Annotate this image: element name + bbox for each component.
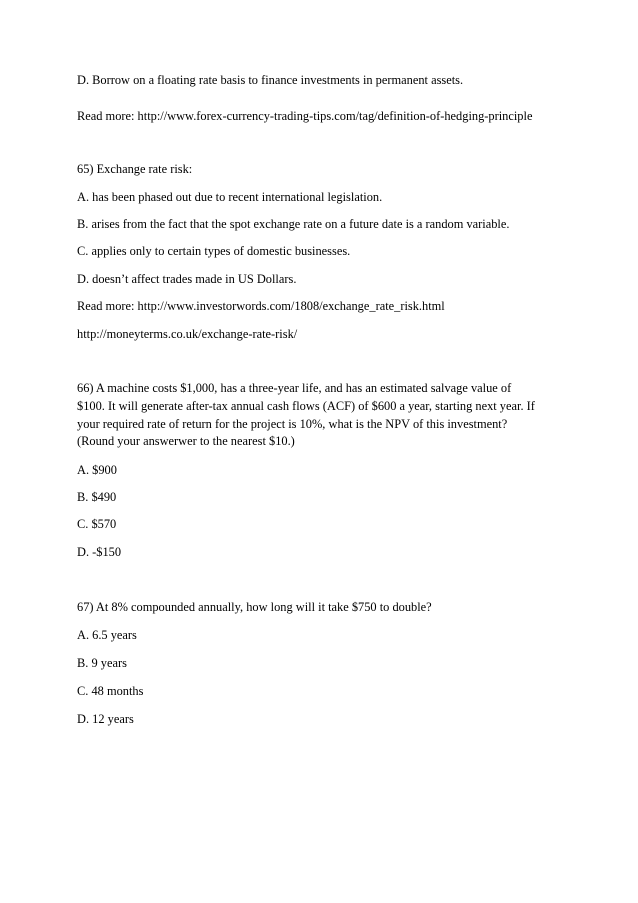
q65-read-more: Read more: http://www.investorwords.com/1808/exchange_rate_risk.html — [77, 299, 445, 313]
q65-option-d: D. doesn’t affect trades made in US Dollars. — [77, 272, 297, 286]
q66-option-a: A. $900 — [77, 463, 117, 477]
q66-option-c: C. $570 — [77, 517, 117, 531]
q66-option-b: B. $490 — [77, 490, 117, 504]
q67-question: 67) At 8% compounded annually, how long will it take $750 to double? — [77, 600, 432, 614]
q65-question: 65) Exchange rate risk: — [77, 162, 193, 176]
q67-option-a: A. 6.5 years — [77, 628, 137, 642]
q67-option-d: D. 12 years — [77, 712, 134, 726]
q65-option-a: A. has been phased out due to recent international legislation. — [77, 190, 383, 204]
q65-option-b: B. arises from the fact that the spot exchange rate on a future date is a random variable. — [77, 217, 510, 231]
q64-option-d: D. Borrow on a floating rate basis to finance investments in permanent assets. — [77, 73, 464, 87]
q67-option-b: B. 9 years — [77, 656, 127, 670]
q65-option-c: C. applies only to certain types of domestic businesses. — [77, 244, 351, 258]
q67-option-c: C. 48 months — [77, 684, 144, 698]
q66-question-line-3: your required rate of return for the project is 10%, what is the NPV of this investment? — [77, 417, 508, 431]
q66-option-d: D. -$150 — [77, 545, 122, 559]
q65-link: http://moneyterms.co.uk/exchange-rate-risk/ — [77, 327, 298, 341]
q66-question-line-2: $100. It will generate after-tax annual cash flows (ACF) of $600 a year, starting next year. If — [77, 399, 535, 413]
q66-question-line-4: (Round your answerwer to the nearest $10.) — [77, 434, 295, 448]
q66-question-line-1: 66) A machine costs $1,000, has a three-year life, and has an estimated salvage value of — [77, 381, 512, 395]
q64-read-more: Read more: http://www.forex-currency-trading-tips.com/tag/definition-of-hedging-principle — [77, 109, 533, 123]
